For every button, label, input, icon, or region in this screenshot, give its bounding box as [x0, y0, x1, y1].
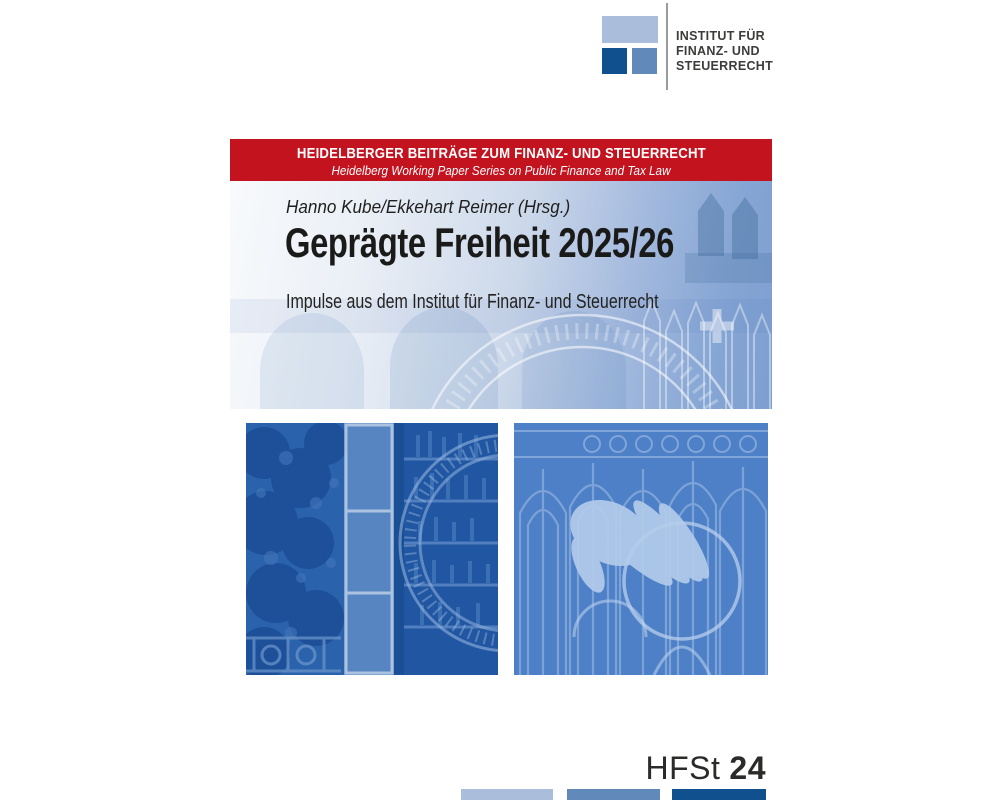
institute-name-line2: FINANZ- UND: [676, 44, 760, 58]
series-issue-label: [646, 750, 766, 787]
logo-square-light: [602, 16, 658, 43]
institute-name-line1: INSTITUT FÜR: [676, 29, 766, 43]
gothic-relief-hand-photo: [514, 423, 768, 675]
logo-square-medium: [632, 48, 657, 74]
bottom-bar-dark: [672, 789, 766, 800]
cover-title: Geprägte Freiheit 2025/26: [285, 219, 675, 266]
gothic-relief-photo-art: [514, 423, 768, 675]
bottom-bar-light: [461, 789, 553, 800]
institute-name: [676, 29, 786, 74]
cover-hero: [230, 181, 772, 409]
logo-square-dark: [602, 48, 627, 74]
series-code: HFSt: [645, 750, 721, 786]
bottom-bar-medium: [567, 789, 660, 800]
series-banner: [230, 139, 772, 181]
window-library-photo-art: [246, 423, 498, 675]
series-banner-title: HEIDELBERGER BEITRÄGE ZUM FINANZ- UND STEUERRECHT: [296, 145, 706, 162]
series-banner-subtitle: Heidelberg Working Paper Series on Public Finance and Tax Law: [331, 163, 671, 178]
cover-subtitle: Impulse aus dem Institut für Finanz- und Steuerrecht: [286, 291, 659, 313]
logo-divider: [666, 3, 668, 90]
editors-line: Hanno Kube/Ekkehart Reimer (Hrsg.): [286, 197, 571, 217]
window-library-photo: [246, 423, 498, 675]
institute-name-line3: STEUERRECHT: [676, 59, 774, 73]
issue-number: 24: [729, 750, 766, 786]
